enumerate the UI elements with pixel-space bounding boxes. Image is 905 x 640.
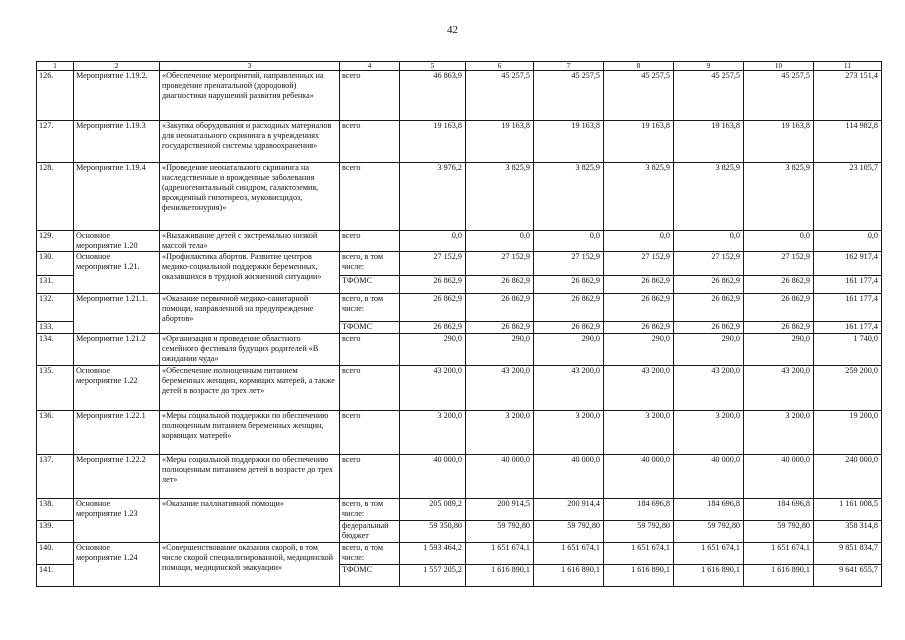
value-cell: 40 000,0: [466, 455, 534, 499]
value-cell: 1 616 890,1: [604, 565, 674, 587]
value-cell: 26 862,9: [400, 294, 466, 322]
row-number-cell: 140.: [37, 543, 74, 565]
table-row: [37, 411, 882, 455]
value-cell: 26 862,9: [674, 322, 744, 334]
row-number-cell: 133.: [37, 322, 74, 334]
event-description-cell: «Обеспечение полноценным питанием беременных женщин, кормящих матерей, а также детей в возрасте до трех лет»: [160, 366, 340, 411]
value-cell: 1 616 890,1: [534, 565, 604, 587]
value-cell: 290,0: [534, 334, 604, 366]
value-cell: 26 862,9: [604, 276, 674, 294]
value-cell: 26 862,9: [534, 322, 604, 334]
value-cell: 59 350,80: [400, 521, 466, 543]
row-number-cell: 138.: [37, 499, 74, 521]
row-number-cell: 129.: [37, 231, 74, 252]
value-cell: 3 976,2: [400, 163, 466, 231]
column-header: 4: [340, 62, 400, 71]
value-cell: 290,0: [674, 334, 744, 366]
value-cell: 19 200,0: [814, 411, 882, 455]
value-cell: 45 257,5: [674, 71, 744, 121]
funding-source-cell: ТФОМС: [340, 565, 400, 587]
funding-source-cell: всего: [340, 71, 400, 121]
value-cell: 3 825,9: [744, 163, 814, 231]
value-cell: 45 257,5: [604, 71, 674, 121]
column-header: 9: [674, 62, 744, 71]
value-cell: 43 200,0: [674, 366, 744, 411]
column-header: 7: [534, 62, 604, 71]
value-cell: 19 163,8: [466, 121, 534, 163]
value-cell: 59 792,80: [534, 521, 604, 543]
value-cell: 26 862,9: [604, 322, 674, 334]
funding-source-cell: всего: [340, 163, 400, 231]
value-cell: 205 089,2: [400, 499, 466, 521]
value-cell: 1 651 674,1: [604, 543, 674, 565]
value-cell: 43 200,0: [400, 366, 466, 411]
event-description-cell: «Совершенствование оказания скорой, в том числе скорой специализированной, медицинской помощи, медицинской эвакуации»: [160, 543, 340, 587]
column-header: 2: [74, 62, 160, 71]
event-name-cell: Основное мероприятие 1.21.: [74, 252, 160, 294]
value-cell: 23 105,7: [814, 163, 882, 231]
row-number-cell: 137.: [37, 455, 74, 499]
value-cell: 290,0: [604, 334, 674, 366]
funding-source-cell: всего: [340, 366, 400, 411]
event-name-cell: Основное мероприятие 1.22: [74, 366, 160, 411]
value-cell: 27 152,9: [534, 252, 604, 276]
row-number-cell: 131.: [37, 276, 74, 294]
value-cell: 9 641 655,7: [814, 565, 882, 587]
value-cell: 162 917,4: [814, 252, 882, 276]
value-cell: 26 862,9: [674, 276, 744, 294]
value-cell: 26 862,9: [744, 294, 814, 322]
value-cell: 46 863,9: [400, 71, 466, 121]
event-description-cell: «Оказание паллиативной помощи»: [160, 499, 340, 543]
value-cell: 290,0: [400, 334, 466, 366]
row-number-cell: 130.: [37, 252, 74, 276]
value-cell: 27 152,9: [400, 252, 466, 276]
funding-source-cell: всего: [340, 334, 400, 366]
value-cell: 9 851 834,7: [814, 543, 882, 565]
value-cell: 1 740,0: [814, 334, 882, 366]
value-cell: 40 000,0: [604, 455, 674, 499]
event-description-cell: «Закупка оборудования и расходных материалов для неонатального скрининга в учреждениях государственной системы здравоохранения»: [160, 121, 340, 163]
value-cell: 3 200,0: [466, 411, 534, 455]
value-cell: 358 314,8: [814, 521, 882, 543]
funding-source-cell: всего: [340, 411, 400, 455]
event-name-cell: Мероприятие 1.19.3: [74, 121, 160, 163]
event-name-cell: Мероприятие 1.22.1: [74, 411, 160, 455]
value-cell: 19 163,8: [400, 121, 466, 163]
event-description-cell: «Меры социальной поддержки по обеспечению полноценным питанием беременных женщин, кормящих матерей»: [160, 411, 340, 455]
value-cell: 26 862,9: [400, 276, 466, 294]
event-description-cell: «Оказание первичной медико-санитарной помощи, направленной на предупреждение абортов»: [160, 294, 340, 334]
event-description-cell: «Организация и проведение областного семейного фестиваля будущих родителей «В ожидании чуда»: [160, 334, 340, 366]
value-cell: 19 163,8: [674, 121, 744, 163]
value-cell: 184 696,8: [604, 499, 674, 521]
value-cell: 290,0: [744, 334, 814, 366]
value-cell: 59 792,80: [604, 521, 674, 543]
value-cell: 45 257,5: [466, 71, 534, 121]
value-cell: 1 616 890,1: [744, 565, 814, 587]
column-header: 1: [37, 62, 74, 71]
value-cell: 3 825,9: [534, 163, 604, 231]
value-cell: 59 792,80: [674, 521, 744, 543]
column-number-row: [37, 62, 882, 71]
row-number-cell: 127.: [37, 121, 74, 163]
event-name-cell: Мероприятие 1.21.2: [74, 334, 160, 366]
value-cell: 240 000,0: [814, 455, 882, 499]
value-cell: 161 177,4: [814, 276, 882, 294]
value-cell: 259 200,0: [814, 366, 882, 411]
value-cell: 26 862,9: [466, 276, 534, 294]
table-body: [37, 71, 882, 587]
table-row: [37, 121, 882, 163]
event-name-cell: Мероприятие 1.19.4: [74, 163, 160, 231]
column-header: 10: [744, 62, 814, 71]
value-cell: 1 616 890,1: [466, 565, 534, 587]
value-cell: 45 257,5: [534, 71, 604, 121]
value-cell: 0,0: [604, 231, 674, 252]
value-cell: 0,0: [674, 231, 744, 252]
value-cell: 3 825,9: [674, 163, 744, 231]
value-cell: 27 152,9: [674, 252, 744, 276]
value-cell: 1 651 674,1: [674, 543, 744, 565]
page-number: 42: [447, 24, 458, 36]
event-description-cell: «Профилактика абортов. Развитие центров медико-социальной поддержки беременных, оказавшихся в трудной жизненной ситуации»: [160, 252, 340, 294]
table-row: [37, 163, 882, 231]
column-header: 6: [466, 62, 534, 71]
value-cell: 26 862,9: [466, 322, 534, 334]
value-cell: 200 914,5: [466, 499, 534, 521]
event-name-cell: Основное мероприятие 1.24: [74, 543, 160, 587]
value-cell: 26 862,9: [400, 322, 466, 334]
value-cell: 3 200,0: [400, 411, 466, 455]
value-cell: 1 161 008,5: [814, 499, 882, 521]
row-number-cell: 141.: [37, 565, 74, 587]
table-row: [37, 543, 882, 565]
funding-source-cell: федеральный бюджет: [340, 521, 400, 543]
value-cell: 27 152,9: [466, 252, 534, 276]
column-header: 5: [400, 62, 466, 71]
funding-source-cell: всего: [340, 455, 400, 499]
value-cell: 26 862,9: [466, 294, 534, 322]
value-cell: 19 163,8: [534, 121, 604, 163]
row-number-cell: 135.: [37, 366, 74, 411]
value-cell: 26 862,9: [674, 294, 744, 322]
funding-source-cell: ТФОМС: [340, 276, 400, 294]
table-row: [37, 294, 882, 322]
value-cell: 161 177,4: [814, 294, 882, 322]
value-cell: 1 651 674,1: [466, 543, 534, 565]
value-cell: 290,0: [466, 334, 534, 366]
table-row: [37, 455, 882, 499]
value-cell: 114 982,8: [814, 121, 882, 163]
value-cell: 1 557 205,2: [400, 565, 466, 587]
funding-source-cell: всего, в том числе:: [340, 252, 400, 276]
value-cell: 40 000,0: [534, 455, 604, 499]
value-cell: 59 792,80: [466, 521, 534, 543]
value-cell: 3 200,0: [674, 411, 744, 455]
value-cell: 3 200,0: [534, 411, 604, 455]
event-name-cell: Основное мероприятие 1.23: [74, 499, 160, 543]
value-cell: 0,0: [400, 231, 466, 252]
value-cell: 27 152,9: [744, 252, 814, 276]
value-cell: 19 163,8: [604, 121, 674, 163]
table-row: [37, 71, 882, 121]
event-name-cell: Мероприятие 1.21.1.: [74, 294, 160, 334]
value-cell: 26 862,9: [534, 276, 604, 294]
event-description-cell: «Меры социальной поддержки по обеспечению полноценным питанием детей в возрасте до трех лет»: [160, 455, 340, 499]
value-cell: 3 825,9: [604, 163, 674, 231]
value-cell: 40 000,0: [674, 455, 744, 499]
event-description-cell: «Обеспечение мероприятий, направленных на проведение пренатальной (дородовой) диагностики нарушений развития ребенка»: [160, 71, 340, 121]
funding-source-cell: всего: [340, 121, 400, 163]
column-header: 3: [160, 62, 340, 71]
event-name-cell: Мероприятие 1.22.2: [74, 455, 160, 499]
value-cell: 40 000,0: [400, 455, 466, 499]
value-cell: 184 696,8: [674, 499, 744, 521]
funding-source-cell: всего: [340, 231, 400, 252]
value-cell: 1 651 674,1: [744, 543, 814, 565]
value-cell: 3 200,0: [744, 411, 814, 455]
event-description-cell: «Выхаживание детей с экстремально низкой массой тела»: [160, 231, 340, 252]
row-number-cell: 139.: [37, 521, 74, 543]
funding-source-cell: всего, в том числе:: [340, 543, 400, 565]
row-number-cell: 134.: [37, 334, 74, 366]
row-number-cell: 136.: [37, 411, 74, 455]
row-number-cell: 132.: [37, 294, 74, 322]
value-cell: 27 152,9: [604, 252, 674, 276]
value-cell: 26 862,9: [604, 294, 674, 322]
column-header: 11: [814, 62, 882, 71]
budget-table: [36, 61, 882, 587]
table-row: [37, 334, 882, 366]
value-cell: 0,0: [814, 231, 882, 252]
table-row: [37, 499, 882, 521]
value-cell: 43 200,0: [466, 366, 534, 411]
value-cell: 273 151,4: [814, 71, 882, 121]
value-cell: 200 914,4: [534, 499, 604, 521]
value-cell: 3 200,0: [604, 411, 674, 455]
funding-source-cell: всего, в том числе:: [340, 499, 400, 521]
value-cell: 1 616 890,1: [674, 565, 744, 587]
value-cell: 59 792,80: [744, 521, 814, 543]
value-cell: 3 825,9: [466, 163, 534, 231]
value-cell: 45 257,5: [744, 71, 814, 121]
table-row: [37, 252, 882, 276]
value-cell: 0,0: [744, 231, 814, 252]
event-name-cell: Мероприятие 1.19.2.: [74, 71, 160, 121]
value-cell: 1 593 464,2: [400, 543, 466, 565]
value-cell: 43 200,0: [604, 366, 674, 411]
row-number-cell: 126.: [37, 71, 74, 121]
row-number-cell: 128.: [37, 163, 74, 231]
value-cell: 0,0: [466, 231, 534, 252]
value-cell: 26 862,9: [744, 322, 814, 334]
funding-source-cell: всего, в том числе:: [340, 294, 400, 322]
value-cell: 43 200,0: [534, 366, 604, 411]
event-description-cell: «Проведение неонатального скрининга на наследственные и врожденные заболевания (адреногенитальный синдром, галактоземия, врожденный гипотиреоз, муковисцидоз, фенилкетонурия)»: [160, 163, 340, 231]
value-cell: 43 200,0: [744, 366, 814, 411]
value-cell: 26 862,9: [744, 276, 814, 294]
table-row: [37, 231, 882, 252]
column-header: 8: [604, 62, 674, 71]
funding-source-cell: ТФОМС: [340, 322, 400, 334]
value-cell: 26 862,9: [534, 294, 604, 322]
value-cell: 184 696,8: [744, 499, 814, 521]
event-name-cell: Основное мероприятие 1.20: [74, 231, 160, 252]
value-cell: 1 651 674,1: [534, 543, 604, 565]
value-cell: 19 163,8: [744, 121, 814, 163]
value-cell: 161 177,4: [814, 322, 882, 334]
value-cell: 0,0: [534, 231, 604, 252]
value-cell: 40 000,0: [744, 455, 814, 499]
table-row: [37, 366, 882, 411]
